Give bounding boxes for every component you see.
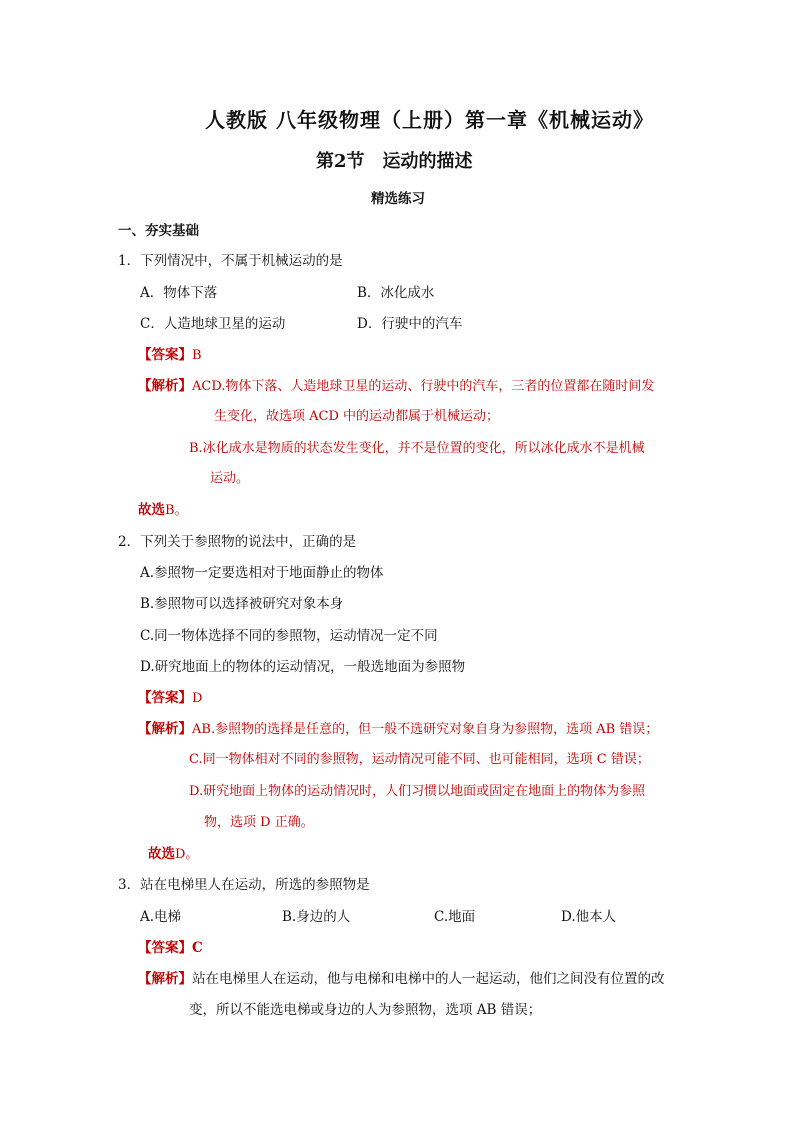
- q1-option-b: B．冰化成水: [357, 285, 435, 301]
- q1-option-c: C．人造地球卫星的运动: [140, 316, 286, 332]
- q3-answer: 【答案】C: [138, 940, 203, 956]
- explain-label: 【解析】: [138, 378, 192, 394]
- q1-option-a: A．物体下落: [140, 285, 218, 301]
- q3-option-a: A.电梯: [140, 909, 182, 925]
- q3-option-b: B.身边的人: [282, 909, 351, 925]
- q2-explain-line-2: C.同一物体相对不同的参照物，运动情况可能不同、也可能相同，选项 C 错误；: [189, 752, 650, 767]
- q1-explain-line-1: 【解析】ACD.物体下落、人造地球卫星的运动、行驶中的汽车，三者的位置都在随时间发: [138, 378, 655, 394]
- q1-explain-line-4: 运动。: [210, 471, 250, 486]
- question-2-stem: 2．下列关于参照物的说法中，正确的是: [118, 534, 357, 550]
- question-3-stem: 3．站在电梯里人在运动，所选的参照物是: [118, 877, 370, 893]
- practice-label: 精选练习: [371, 191, 425, 207]
- q3-option-c: C.地面: [434, 909, 476, 925]
- q2-option-a: A.参照物一定要选相对于地面静止的物体: [140, 565, 384, 581]
- q1-explain-line-2: 生变化，故选项 ACD 中的运动都属于机械运动；: [214, 409, 500, 424]
- part-heading: 一、夯实基础: [118, 223, 199, 239]
- q2-answer: 【答案】D: [138, 690, 203, 706]
- q2-conclusion: 故选D。: [148, 846, 199, 862]
- q1-answer: [138, 343, 202, 363]
- q3-explain-line-1: 【解析】站在电梯里人在运动，他与电梯和电梯中的人一起运动，他们之间没有位置的改: [138, 971, 665, 987]
- q1-option-d: D．行驶中的汽车: [357, 316, 463, 332]
- q2-explain-line-1: 【解析】AB.参照物的选择是任意的，但一般不选研究对象自身为参照物，选项 AB 错误；: [138, 721, 659, 737]
- q2-option-d: D.研究地面上的物体的运动情况，一般选地面为参照物: [140, 659, 466, 675]
- document-title: 人教版 八年级物理（上册）第一章《机械运动》: [205, 108, 654, 132]
- section-subtitle: 第2节 运动的描述: [316, 151, 473, 172]
- q1-conclusion: 故选B。: [138, 502, 188, 518]
- q3-explain-line-2: 变，所以不能选电梯或身边的人为参照物，选项 AB 错误；: [189, 1002, 542, 1018]
- question-1-stem: 1．下列情况中，不属于机械运动的是: [118, 253, 343, 269]
- q2-option-b: B.参照物可以选择被研究对象本身: [140, 596, 344, 612]
- q2-explain-line-4: 物，选项 D 正确。: [204, 815, 314, 830]
- q1-explain-line-3: B.冰化成水是物质的状态发生变化，并不是位置的变化，所以冰化成水不是机械: [189, 441, 645, 456]
- answer-label: 【答案】: [138, 347, 192, 363]
- answer-value: B: [192, 348, 202, 363]
- q3-option-d: D.他本人: [561, 909, 617, 925]
- q2-explain-line-3: D.研究地面上物体的运动情况时，人们习惯以地面或固定在地面上的物体为参照: [189, 784, 646, 799]
- q2-option-c: C.同一物体选择不同的参照物，运动情况一定不同: [140, 628, 438, 644]
